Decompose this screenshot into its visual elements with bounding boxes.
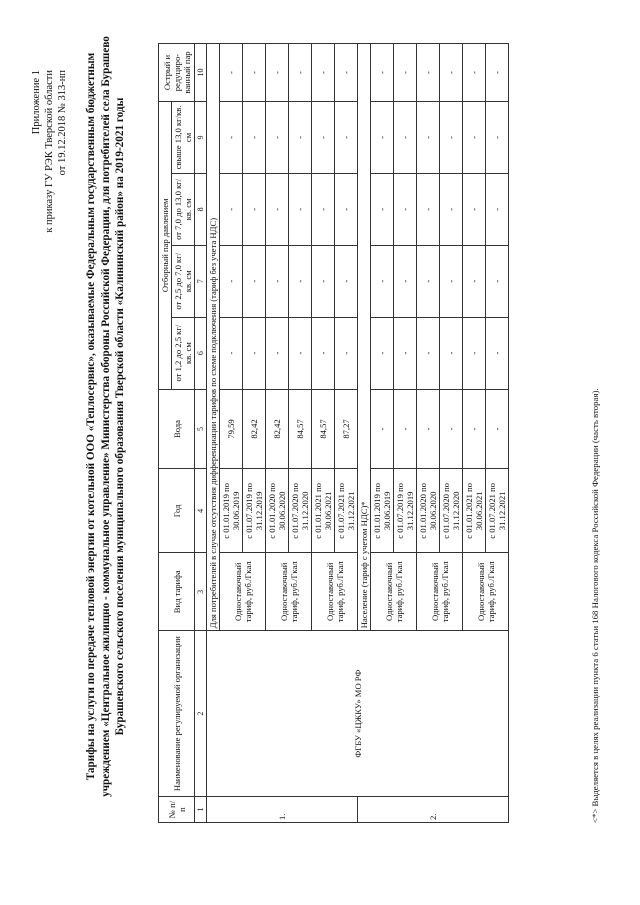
period: с 01.07.2021 по 31.12.2021 bbox=[335, 469, 358, 553]
steam-value: - bbox=[417, 102, 440, 174]
tariff-type: Одноставочный тариф, руб./Гкал bbox=[220, 553, 266, 631]
col-num: 5 bbox=[195, 389, 207, 469]
period: с 01.01.2019 по 30.06.2019 bbox=[371, 469, 394, 553]
table-row bbox=[207, 44, 220, 823]
column-number-row bbox=[195, 44, 207, 823]
steam-value: - bbox=[266, 173, 289, 245]
water-value: - bbox=[394, 389, 417, 469]
organization-name: ФГБУ «ЦЖКУ» МО РФ bbox=[207, 631, 509, 797]
water-value: 84,57 bbox=[289, 389, 312, 469]
steam-value: - bbox=[312, 317, 335, 389]
period: с 01.01.2020 по 30.06.2020 bbox=[266, 469, 289, 553]
header-steam-group: Отборный пар давлением bbox=[159, 102, 172, 390]
steam-value: - bbox=[243, 317, 266, 389]
steam-value: - bbox=[394, 245, 417, 317]
steam-value: - bbox=[371, 102, 394, 174]
col-num: 4 bbox=[195, 469, 207, 553]
header-steam-2: от 2,5 до 7,0 кг/кв. см bbox=[172, 245, 195, 317]
steam-value: - bbox=[289, 317, 312, 389]
steam-value: - bbox=[440, 173, 463, 245]
col-num: 9 bbox=[195, 102, 207, 174]
table-body bbox=[207, 44, 509, 823]
steam-value: - bbox=[335, 173, 358, 245]
water-value: - bbox=[371, 389, 394, 469]
steam-value: - bbox=[220, 173, 243, 245]
table-header bbox=[159, 44, 207, 823]
steam-value: - bbox=[486, 317, 509, 389]
col-num: 2 bbox=[195, 631, 207, 797]
steam-value: - bbox=[417, 317, 440, 389]
steam-value: - bbox=[312, 245, 335, 317]
header-sharp-steam: Острый и редуциро-ванный пар bbox=[159, 44, 195, 102]
steam-value: - bbox=[394, 102, 417, 174]
header-year: Год bbox=[159, 469, 195, 553]
steam-value: - bbox=[335, 44, 358, 102]
steam-value: - bbox=[243, 173, 266, 245]
steam-value: - bbox=[266, 245, 289, 317]
steam-value: - bbox=[243, 245, 266, 317]
steam-value: - bbox=[289, 44, 312, 102]
water-value: - bbox=[417, 389, 440, 469]
steam-value: - bbox=[220, 317, 243, 389]
steam-value: - bbox=[394, 173, 417, 245]
steam-value: - bbox=[417, 245, 440, 317]
water-value: 82,42 bbox=[266, 389, 289, 469]
water-value: 82,42 bbox=[243, 389, 266, 469]
steam-value: - bbox=[371, 173, 394, 245]
water-value: 79,59 bbox=[220, 389, 243, 469]
steam-value: - bbox=[440, 102, 463, 174]
col-num: 10 bbox=[195, 44, 207, 102]
col-num: 8 bbox=[195, 173, 207, 245]
tariff-table bbox=[158, 43, 509, 823]
header-org: Наименование регулируемой организации bbox=[159, 631, 195, 797]
steam-value: - bbox=[486, 173, 509, 245]
water-value: - bbox=[440, 389, 463, 469]
col-num: 3 bbox=[195, 553, 207, 631]
steam-value: - bbox=[463, 102, 486, 174]
steam-value: - bbox=[243, 44, 266, 102]
steam-value: - bbox=[486, 44, 509, 102]
steam-value: - bbox=[394, 44, 417, 102]
water-value: 84,57 bbox=[312, 389, 335, 469]
header-steam-3: от 7,0 до 13,0 кг/кв. см bbox=[172, 173, 195, 245]
section-label: Для потребителей в случае отсутствия дифференциации тарифов по схеме подключения (тариф без учета НДС) bbox=[207, 44, 220, 631]
steam-value: - bbox=[220, 44, 243, 102]
appendix-line-2: к приказу ГУ РЭК Тверской области bbox=[44, 70, 55, 233]
water-value: 87,27 bbox=[335, 389, 358, 469]
water-value: - bbox=[463, 389, 486, 469]
appendix-line-3: от 19.12.2018 № 313-нп bbox=[57, 70, 68, 176]
steam-value: - bbox=[312, 173, 335, 245]
col-num: 6 bbox=[195, 317, 207, 389]
steam-value: - bbox=[463, 245, 486, 317]
steam-value: - bbox=[220, 245, 243, 317]
steam-value: - bbox=[266, 317, 289, 389]
steam-value: - bbox=[371, 44, 394, 102]
header-water: Вода bbox=[159, 389, 195, 469]
section-number: 2. bbox=[358, 797, 509, 823]
col-num: 7 bbox=[195, 245, 207, 317]
period: с 01.07.2020 по 31.12.2020 bbox=[440, 469, 463, 553]
steam-value: - bbox=[335, 317, 358, 389]
period: с 01.07.2020 по 31.12.2020 bbox=[289, 469, 312, 553]
title-line-2: учреждением «Центральное жилищно - коммунальное управление» Министерства обороны Российской Федерации, для потребителей села Бурашево bbox=[99, 36, 112, 797]
period: с 01.01.2020 по 30.06.2020 bbox=[417, 469, 440, 553]
steam-value: - bbox=[243, 102, 266, 174]
tariff-type: Одноставочный тариф, руб./Гкал bbox=[312, 553, 358, 631]
steam-value: - bbox=[440, 245, 463, 317]
appendix-header bbox=[30, 70, 69, 233]
steam-value: - bbox=[417, 44, 440, 102]
header-num: № п/п bbox=[159, 797, 195, 823]
steam-value: - bbox=[220, 102, 243, 174]
steam-value: - bbox=[486, 102, 509, 174]
steam-value: - bbox=[289, 245, 312, 317]
header-steam-4: свыше 13,0 кг/кв. см bbox=[172, 102, 195, 174]
period: с 01.01.2021 по 30.06.2021 bbox=[463, 469, 486, 553]
steam-value: - bbox=[266, 44, 289, 102]
steam-value: - bbox=[440, 44, 463, 102]
appendix-line-1: Приложение 1 bbox=[31, 70, 42, 135]
steam-value: - bbox=[335, 245, 358, 317]
period: с 01.07.2021 по 31.12.2021 bbox=[486, 469, 509, 553]
header-steam-1: от 1,2 до 2,5 кг/кв. см bbox=[172, 317, 195, 389]
steam-value: - bbox=[440, 317, 463, 389]
header-tariff-type: Вид тарифа bbox=[159, 553, 195, 631]
steam-value: - bbox=[289, 102, 312, 174]
steam-value: - bbox=[289, 173, 312, 245]
tariff-type: Одноставочный тариф, руб./Гкал bbox=[463, 553, 509, 631]
col-num: 1 bbox=[195, 797, 207, 823]
tariff-type: Одноставочный тариф, руб./Гкал bbox=[266, 553, 312, 631]
document-title bbox=[84, 20, 128, 813]
tariff-type: Одноставочный тариф, руб./Гкал bbox=[371, 553, 417, 631]
steam-value: - bbox=[312, 102, 335, 174]
tariff-type: Одноставочный тариф, руб./Гкал bbox=[417, 553, 463, 631]
steam-value: - bbox=[371, 245, 394, 317]
section-number: 1. bbox=[207, 797, 358, 823]
period: с 01.07.2019 по 31.12.2019 bbox=[243, 469, 266, 553]
title-line-1: Тарифы на услуги по передаче тепловой энергии от котельной ООО «Теплосервис», оказываемые Федеральным государственным бюджетным bbox=[85, 52, 97, 781]
title-line-3: Бурашевского сельского поселения муниципального образования Тверской области «Калининский район» на 2019-2021 годы bbox=[114, 97, 126, 736]
section-label: Население (тариф с учетом НДС)* bbox=[358, 44, 371, 631]
steam-value: - bbox=[417, 173, 440, 245]
steam-value: - bbox=[312, 44, 335, 102]
steam-value: - bbox=[463, 173, 486, 245]
steam-value: - bbox=[394, 317, 417, 389]
period: с 01.07.2019 по 31.12.2019 bbox=[394, 469, 417, 553]
water-value: - bbox=[486, 389, 509, 469]
steam-value: - bbox=[266, 102, 289, 174]
steam-value: - bbox=[463, 44, 486, 102]
steam-value: - bbox=[486, 245, 509, 317]
period: с 01.01.2021 по 30.06.2021 bbox=[312, 469, 335, 553]
steam-value: - bbox=[335, 102, 358, 174]
footnote: <*> Выделяется в целях реализации пункта 6 статьи 168 Налогового кодекса Российской Федерации (часть вторая). bbox=[590, 388, 600, 823]
steam-value: - bbox=[371, 317, 394, 389]
steam-value: - bbox=[463, 317, 486, 389]
period: с 01.01.2019 по 30.06.2019 bbox=[220, 469, 243, 553]
